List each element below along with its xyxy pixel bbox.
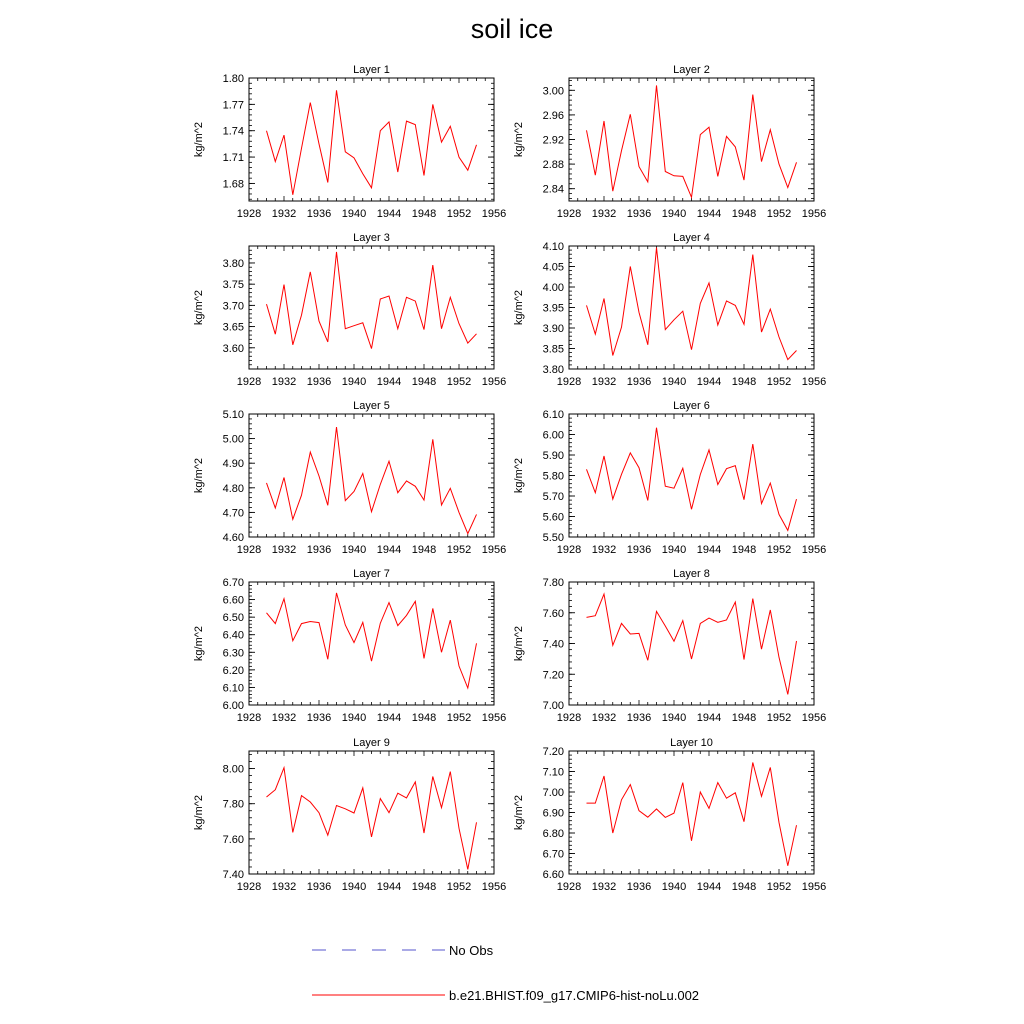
legend: [312, 943, 699, 1003]
x-tick-label: 1936: [626, 376, 652, 388]
y-tick-label: 7.60: [222, 833, 244, 846]
y-tick-label: 2.84: [542, 183, 564, 196]
x-tick-label: 1940: [661, 712, 687, 724]
y-axis-label: kg/m^2: [193, 625, 205, 662]
x-tick-label: 1928: [556, 376, 582, 388]
x-tick-label: 1956: [801, 712, 827, 724]
x-tick-label: 1932: [271, 712, 297, 724]
series-line-5: [267, 427, 477, 534]
series-line-3: [267, 252, 477, 349]
x-tick-label: 1956: [481, 881, 507, 893]
y-tick-label: 3.85: [542, 343, 564, 356]
panel-1: [193, 64, 506, 220]
x-tick-label: 1928: [556, 208, 582, 220]
panel-2: [513, 64, 826, 220]
plot-frame: [249, 582, 494, 705]
x-tick-label: 1928: [556, 881, 582, 893]
y-tick-label: 6.70: [542, 848, 564, 861]
y-tick-label: 3.65: [222, 321, 244, 334]
y-tick-label: 6.90: [542, 807, 564, 820]
x-tick-label: 1956: [481, 544, 507, 556]
y-tick-label: 6.80: [542, 828, 564, 840]
y-tick-label: 5.70: [542, 491, 564, 503]
panel-10: [513, 737, 826, 893]
x-tick-label: 1952: [446, 376, 472, 388]
x-tick-label: 1944: [376, 208, 402, 220]
y-tick-label: 2.96: [542, 109, 564, 122]
y-tick-label: 3.80: [222, 257, 244, 270]
x-tick-label: 1956: [481, 376, 507, 388]
y-tick-label: 7.20: [542, 746, 564, 758]
y-tick-label: 6.40: [222, 629, 244, 642]
panel-5: [193, 400, 506, 556]
y-tick-label: 6.00: [542, 429, 564, 442]
x-tick-label: 1944: [696, 712, 722, 724]
x-tick-label: 1944: [376, 881, 402, 893]
figure-title: soil ice: [470, 14, 554, 44]
x-tick-label: 1956: [481, 712, 507, 724]
x-tick-label: 1944: [376, 712, 402, 724]
y-tick-label: 4.00: [542, 282, 564, 294]
panel-9: [193, 737, 506, 893]
x-tick-label: 1944: [696, 881, 722, 893]
legend-label-model: b.e21.BHIST.f09_g17.CMIP6-hist-noLu.002: [449, 988, 700, 1003]
x-tick-label: 1936: [306, 208, 332, 220]
y-tick-label: 1.77: [222, 99, 244, 112]
x-tick-label: 1948: [731, 208, 757, 220]
x-tick-label: 1952: [766, 208, 792, 220]
x-tick-label: 1940: [341, 712, 367, 724]
series-line-7: [267, 593, 477, 688]
y-tick-label: 1.68: [222, 178, 244, 191]
x-tick-label: 1944: [376, 544, 402, 556]
x-tick-label: 1940: [341, 881, 367, 893]
y-tick-label: 3.80: [542, 364, 564, 376]
x-tick-label: 1952: [446, 881, 472, 893]
series-line-6: [587, 428, 797, 531]
x-tick-label: 1936: [626, 881, 652, 893]
x-tick-label: 1932: [271, 376, 297, 388]
x-tick-label: 1948: [731, 376, 757, 388]
panel-title: Layer 2: [673, 64, 710, 76]
y-tick-label: 7.80: [222, 798, 244, 811]
y-axis-label: kg/m^2: [513, 625, 525, 662]
x-tick-label: 1948: [411, 544, 437, 556]
y-tick-label: 3.00: [542, 85, 564, 98]
panel-title: Layer 5: [353, 400, 390, 412]
y-tick-label: 6.20: [222, 664, 244, 677]
y-axis-label: kg/m^2: [193, 794, 205, 831]
y-tick-label: 6.60: [222, 594, 244, 607]
panel-3: [193, 232, 506, 388]
x-tick-label: 1948: [411, 376, 437, 388]
x-tick-label: 1928: [236, 376, 262, 388]
series-line-8: [587, 594, 797, 694]
x-tick-label: 1944: [696, 208, 722, 220]
y-tick-label: 3.95: [542, 302, 564, 315]
x-tick-label: 1932: [591, 712, 617, 724]
plot-frame: [249, 78, 494, 201]
panel-title: Layer 9: [353, 737, 390, 749]
x-tick-label: 1932: [591, 208, 617, 220]
y-tick-label: 2.92: [542, 134, 564, 147]
y-tick-label: 8.00: [222, 763, 244, 776]
y-axis-label: kg/m^2: [193, 121, 205, 158]
y-tick-label: 4.05: [542, 261, 564, 274]
y-tick-label: 3.70: [222, 300, 244, 313]
x-tick-label: 1936: [306, 712, 332, 724]
x-tick-label: 1952: [766, 544, 792, 556]
y-tick-label: 5.60: [542, 511, 564, 524]
x-tick-label: 1932: [271, 881, 297, 893]
y-tick-label: 6.50: [222, 612, 244, 625]
y-tick-label: 4.10: [542, 241, 564, 253]
x-tick-label: 1952: [766, 376, 792, 388]
y-axis-label: kg/m^2: [193, 457, 205, 494]
x-tick-label: 1936: [306, 544, 332, 556]
y-tick-label: 5.90: [542, 450, 564, 462]
y-tick-label: 1.74: [222, 125, 244, 138]
plot-frame: [249, 751, 494, 874]
panel-title: Layer 6: [673, 400, 710, 412]
x-tick-label: 1936: [626, 544, 652, 556]
panel-title: Layer 7: [353, 568, 390, 580]
x-tick-label: 1928: [236, 712, 262, 724]
x-tick-label: 1928: [236, 881, 262, 893]
panel-title: Layer 10: [670, 737, 713, 749]
y-axis-label: kg/m^2: [193, 289, 205, 326]
x-tick-label: 1940: [661, 208, 687, 220]
panel-title: Layer 8: [673, 568, 710, 580]
y-tick-label: 6.70: [222, 577, 244, 589]
x-tick-label: 1932: [591, 544, 617, 556]
x-tick-label: 1948: [731, 881, 757, 893]
x-tick-label: 1928: [556, 712, 582, 724]
panel-4: [513, 232, 826, 388]
x-tick-label: 1936: [626, 208, 652, 220]
x-tick-label: 1940: [661, 544, 687, 556]
x-tick-label: 1928: [236, 544, 262, 556]
series-line-9: [267, 768, 477, 870]
panel-title: Layer 3: [353, 232, 390, 244]
x-tick-label: 1932: [271, 208, 297, 220]
panel-7: [193, 568, 506, 724]
series-line-1: [267, 90, 477, 195]
y-tick-label: 7.40: [222, 869, 244, 881]
y-tick-label: 5.50: [542, 532, 564, 544]
y-tick-label: 6.00: [222, 700, 244, 712]
series-line-10: [587, 763, 797, 866]
y-tick-label: 6.30: [222, 647, 244, 660]
x-tick-label: 1948: [411, 208, 437, 220]
x-tick-label: 1952: [446, 208, 472, 220]
x-tick-label: 1940: [661, 881, 687, 893]
y-tick-label: 4.70: [222, 507, 244, 520]
x-tick-label: 1956: [801, 376, 827, 388]
x-tick-label: 1952: [446, 544, 472, 556]
x-tick-label: 1940: [341, 544, 367, 556]
y-tick-label: 3.60: [222, 342, 244, 355]
plot-frame: [249, 246, 494, 369]
x-tick-label: 1940: [661, 376, 687, 388]
y-tick-label: 6.10: [542, 409, 564, 421]
x-tick-label: 1940: [341, 208, 367, 220]
x-tick-label: 1936: [626, 712, 652, 724]
y-tick-label: 7.00: [542, 700, 564, 712]
series-line-2: [587, 85, 797, 197]
y-tick-label: 4.80: [222, 482, 244, 495]
x-tick-label: 1936: [306, 881, 332, 893]
y-tick-label: 7.40: [542, 638, 564, 651]
plot-frame: [569, 414, 814, 537]
x-tick-label: 1948: [411, 881, 437, 893]
panel-6: [513, 400, 826, 556]
x-tick-label: 1956: [801, 881, 827, 893]
y-tick-label: 6.60: [542, 869, 564, 881]
y-axis-label: kg/m^2: [513, 121, 525, 158]
y-tick-label: 5.10: [222, 409, 244, 421]
legend-label-no-obs: No Obs: [449, 943, 494, 958]
x-tick-label: 1952: [766, 712, 792, 724]
y-tick-label: 7.80: [542, 577, 564, 589]
series-line-4: [587, 248, 797, 360]
plot-frame: [249, 414, 494, 537]
x-tick-label: 1932: [271, 544, 297, 556]
x-tick-label: 1948: [731, 544, 757, 556]
x-tick-label: 1936: [306, 376, 332, 388]
panel-title: Layer 4: [673, 232, 710, 244]
x-tick-label: 1944: [696, 544, 722, 556]
y-tick-label: 7.10: [542, 766, 564, 779]
y-tick-label: 6.10: [222, 682, 244, 695]
panel-8: [513, 568, 826, 724]
y-axis-label: kg/m^2: [513, 289, 525, 326]
y-tick-label: 5.80: [542, 470, 564, 483]
y-tick-label: 5.00: [222, 433, 244, 446]
x-tick-label: 1940: [341, 376, 367, 388]
plot-frame: [569, 78, 814, 201]
plot-frame: [569, 582, 814, 705]
x-tick-label: 1928: [236, 208, 262, 220]
x-tick-label: 1948: [411, 712, 437, 724]
panel-title: Layer 1: [353, 64, 390, 76]
y-axis-label: kg/m^2: [513, 457, 525, 494]
y-tick-label: 7.20: [542, 669, 564, 682]
y-tick-label: 4.60: [222, 532, 244, 544]
x-tick-label: 1932: [591, 376, 617, 388]
x-tick-label: 1956: [801, 208, 827, 220]
x-tick-label: 1928: [556, 544, 582, 556]
y-tick-label: 4.90: [222, 458, 244, 471]
x-tick-label: 1956: [481, 208, 507, 220]
y-tick-label: 3.75: [222, 279, 244, 292]
x-tick-label: 1932: [591, 881, 617, 893]
x-tick-label: 1944: [376, 376, 402, 388]
y-axis-label: kg/m^2: [513, 794, 525, 831]
x-tick-label: 1944: [696, 376, 722, 388]
y-tick-label: 1.80: [222, 73, 244, 85]
y-tick-label: 1.71: [222, 152, 244, 165]
x-tick-label: 1956: [801, 544, 827, 556]
y-tick-label: 2.88: [542, 159, 564, 172]
y-tick-label: 7.60: [542, 607, 564, 620]
x-tick-label: 1948: [731, 712, 757, 724]
y-tick-label: 3.90: [542, 323, 564, 335]
x-tick-label: 1952: [446, 712, 472, 724]
y-tick-label: 7.00: [542, 787, 564, 799]
x-tick-label: 1952: [766, 881, 792, 893]
